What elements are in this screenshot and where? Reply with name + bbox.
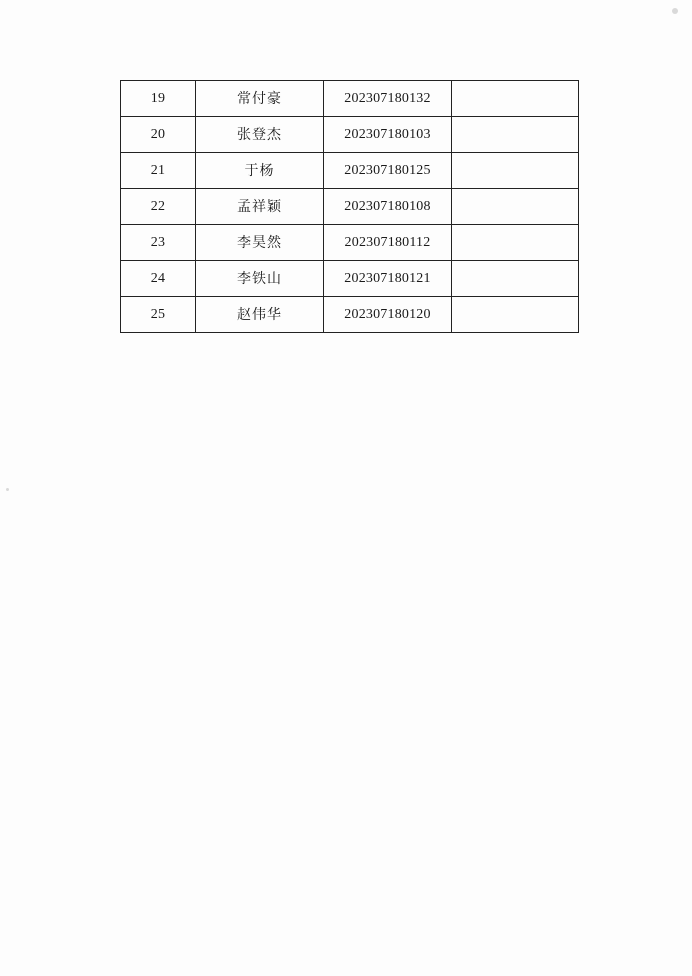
name-cell: 孟祥颖 [196,189,324,225]
row-number-cell: 21 [121,153,196,189]
row-number-cell: 19 [121,81,196,117]
student-id-cell: 202307180132 [324,81,452,117]
table-row [121,153,579,189]
note-cell [452,225,579,261]
name-cell: 于杨 [196,153,324,189]
row-number-cell: 20 [121,117,196,153]
note-cell [452,81,579,117]
roster-table [120,80,579,333]
student-id-cell: 202307180112 [324,225,452,261]
row-number-cell: 23 [121,225,196,261]
table-row [121,81,579,117]
table-row [121,261,579,297]
name-cell: 赵伟华 [196,297,324,333]
scan-speck [6,488,9,491]
row-number-cell: 22 [121,189,196,225]
name-cell: 常付豪 [196,81,324,117]
student-id-cell: 202307180125 [324,153,452,189]
row-number-cell: 24 [121,261,196,297]
note-cell [452,189,579,225]
table-row [121,189,579,225]
name-cell: 李铁山 [196,261,324,297]
scan-speck [672,8,678,14]
note-cell [452,117,579,153]
student-id-cell: 202307180120 [324,297,452,333]
note-cell [452,153,579,189]
name-cell: 李昊然 [196,225,324,261]
name-cell: 张登杰 [196,117,324,153]
table-row [121,297,579,333]
student-id-cell: 202307180108 [324,189,452,225]
note-cell [452,261,579,297]
note-cell [452,297,579,333]
table-row [121,117,579,153]
student-id-cell: 202307180103 [324,117,452,153]
student-id-cell: 202307180121 [324,261,452,297]
table-row [121,225,579,261]
row-number-cell: 25 [121,297,196,333]
